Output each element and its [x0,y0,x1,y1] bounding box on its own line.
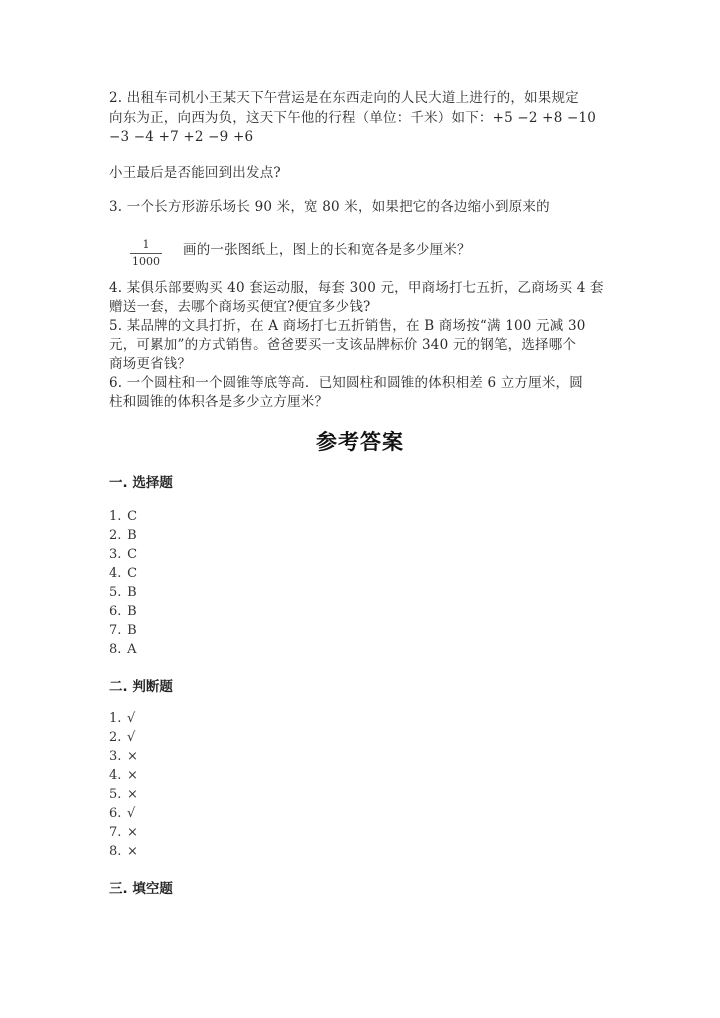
answer-number: 6. [109,604,122,619]
answer-item [109,804,138,823]
answer-key-title: 参考答案 [316,430,404,454]
q4-line-1: 4. 某俱乐部要购买 40 套运动服，每套 300 元，甲商场打七五折，乙商场买 4 套 [109,280,604,296]
answer-number: 2. [109,730,122,745]
answer-number: 2. [109,528,122,543]
answer-item [109,526,137,545]
q5-line-1: 5. 某品牌的文具打折，在 A 商场打七五折销售，在 B 商场按“满 100 元减 30 [109,318,586,334]
fraction-denominator: 1000 [132,255,160,268]
answer-item [109,709,138,728]
check-mark-icon: √ [127,806,136,821]
answer-number: 8. [109,844,122,859]
cross-mark-icon: × [127,768,138,783]
fraction-numerator: 1 [130,238,162,254]
answer-item [109,583,137,602]
answer-item [109,621,137,640]
answer-item [109,564,137,583]
answer-item [109,842,138,861]
answer-value: B [127,528,137,543]
q5-line-3: 商场更省钱？ [109,356,192,372]
q3-line-2: 画的一张图纸上，图上的长和宽各是多少厘米？ [183,242,471,258]
answer-number: 4. [109,768,122,783]
answer-number: 1. [109,711,122,726]
answer-number: 7. [109,623,122,638]
q5-line-2: 元，可累加”的方式销售。爸爸要买一支该品牌标价 340 元的钢笔，选择哪个 [109,337,577,353]
answer-value: B [127,585,137,600]
answer-number: 8. [109,642,122,657]
q3-line-1: 3. 一个长方形游乐场长 90 米，宽 80 米，如果把它的各边缩小到原来的 [109,199,550,215]
section-heading-multiple-choice: 一. 选择题 [109,475,173,491]
cross-mark-icon: × [127,749,138,764]
answer-number: 1. [109,509,122,524]
answer-item [109,640,137,659]
answer-number: 7. [109,825,122,840]
q2-line-2: 向东为正，向西为负，这天下午他的行程（单位：千米）如下：+5 −2 +8 −10 [109,110,597,126]
cross-mark-icon: × [127,844,138,859]
answer-value: C [127,547,138,562]
answer-number: 6. [109,806,122,821]
q2-question: 小王最后是否能回到出发点? [109,165,281,181]
answer-value: C [127,509,138,524]
answer-value: B [127,623,137,638]
answer-number: 3. [109,749,122,764]
answer-number: 3. [109,547,122,562]
answer-item [109,602,137,621]
q4-line-2: 赠送一套，去哪个商场买便宜?便宜多少钱? [109,299,371,315]
answer-number: 5. [109,585,122,600]
answer-number: 5. [109,787,122,802]
q2-line-1: 2. 出租车司机小王某天下午营运是在东西走向的人民大道上进行的，如果规定 [109,90,579,106]
answer-value: B [127,604,137,619]
q2-line-3: −3 −4 +7 +2 −9 +6 [109,129,254,145]
answer-item [109,785,138,804]
multiple-choice-answer-list [109,507,137,659]
true-false-answer-list [109,709,138,861]
q6-line-2: 柱和圆锥的体积各是多少立方厘米？ [109,394,329,410]
answer-item [109,507,137,526]
answer-item [109,747,138,766]
answer-value: C [127,566,138,581]
cross-mark-icon: × [127,787,138,802]
fraction-one-thousandth [130,238,162,269]
answer-item [109,545,137,564]
answer-item [109,766,138,785]
check-mark-icon: √ [127,711,136,726]
answer-value: A [127,642,137,657]
answer-item [109,823,138,842]
answer-number: 4. [109,566,122,581]
cross-mark-icon: × [127,825,138,840]
q6-line-1: 6. 一个圆柱和一个圆锥等底等高．已知圆柱和圆锥的体积相差 6 立方厘米，圆 [109,375,583,391]
section-heading-true-false: 二. 判断题 [109,679,173,695]
answer-item [109,728,138,747]
section-heading-fill-in-blank: 三. 填空题 [109,881,173,897]
check-mark-icon: √ [127,730,136,745]
